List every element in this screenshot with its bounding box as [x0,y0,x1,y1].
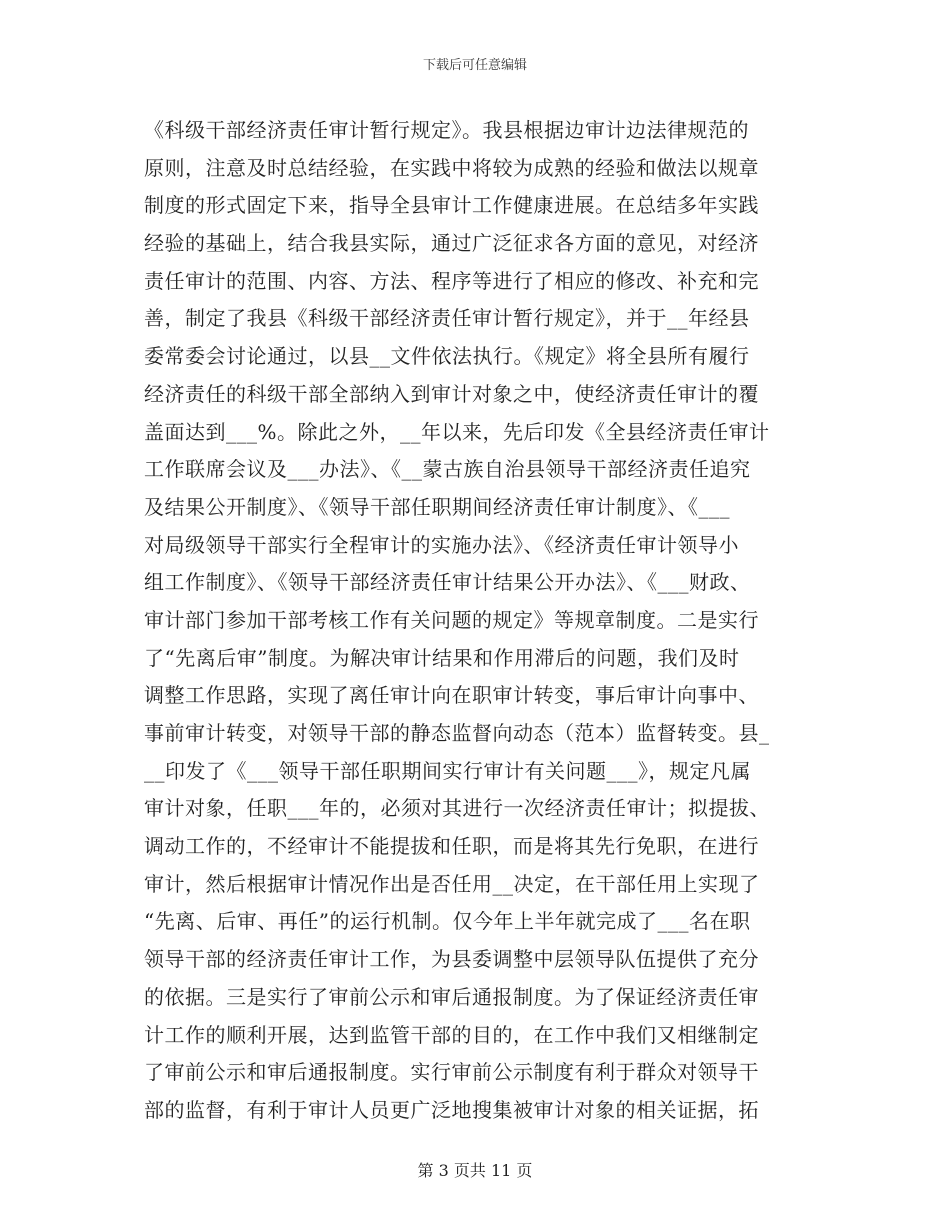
text-line: 审计，然后根据审计情况作出是否任用__决定，在干部任用上实现了 [144,871,760,896]
text-line: 经验的基础上，结合我县实际，通过广泛征求各方面的意见，对经济 [144,231,759,256]
document-body [144,112,820,1130]
text-line: 事前审计转变，对领导干部的静态监督向动态（范本）监督转变。县_ [144,721,770,745]
text-line: 计工作的顺利开展，达到监管干部的目的，在工作中我们又相继制定 [144,1022,759,1047]
text-line: 了“先离后审”制度。为解决审计结果和作用滞后的问题，我们及时 [144,645,740,670]
text-line: 的依据。三是实行了审前公示和审后通报制度。为了保证经济责任审 [144,984,759,1009]
text-line: 原则，注意及时总结经验，在实践中将较为成熟的经验和做法以规章 [144,155,759,180]
text-line: 责任审计的范围、内容、方法、程序等进行了相应的修改、补充和完 [144,268,759,293]
text-line: 领导干部的经济责任审计工作，为县委调整中层领导队伍提供了充分 [144,947,759,972]
text-line: 部的监督，有利于审计人员更广泛地搜集被审计对象的相关证据，拓 [144,1097,759,1122]
text-line: __印发了《___领导干部任职期间实行审计有关问题___》，规定凡属 [144,758,751,783]
text-line: 及结果公开制度》、《领导干部任职期间经济责任审计制度》、《___ [144,494,730,519]
text-line: 调整工作思路，实现了离任审计向在职审计转变，事后审计向事中、 [144,683,759,708]
text-line: 盖面达到___%。除此之外，__年以来，先后印发《全县经济责任审计 [144,419,770,444]
text-line: 审计部门参加干部考核工作有关问题的规定》等规章制度。二是实行 [144,607,759,632]
text-line: 对局级领导干部实行全程审计的实施办法》、《经济责任审计领导小 [144,532,739,557]
text-line: 组工作制度》、《领导干部经济责任审计结果公开办法》、《___财政、 [144,570,751,595]
text-line: 委常委会讨论通过，以县__文件依法执行。《规定》将全县所有履行 [144,344,750,369]
text-line: 制度的形式固定下来，指导全县审计工作健康进展。在总结多年实践 [144,193,759,218]
text-line: 善，制定了我县《科级干部经济责任审计暂行规定》，并于__年经县 [144,306,750,331]
text-line: 经济责任的科级干部全部纳入到审计对象之中，使经济责任审计的覆 [144,381,759,406]
text-line: 调动工作的，不经审计不能提拔和任职，而是将其先行免职，在进行 [144,834,759,859]
page-number: 第 3 页共 11 页 [417,1161,533,1180]
page-header-note: 下载后可任意编辑 [422,58,527,73]
text-line: “先离、后审、再任”的运行机制。仅今年上半年就完成了___名在职 [144,909,751,934]
text-line: 了审前公示和审后通报制度。实行审前公示制度有利于群众对领导干 [144,1060,759,1085]
text-line: 工作联席会议及___办法》、《__蒙古族自治县领导干部经济责任追究 [144,457,751,482]
text-line: 《科级干部经济责任审计暂行规定》。我县根据边审计边法律规范的 [144,118,749,142]
text-line: 审计对象，任职___年的，必须对其进行一次经济责任审计；拟提拔、 [144,796,770,821]
